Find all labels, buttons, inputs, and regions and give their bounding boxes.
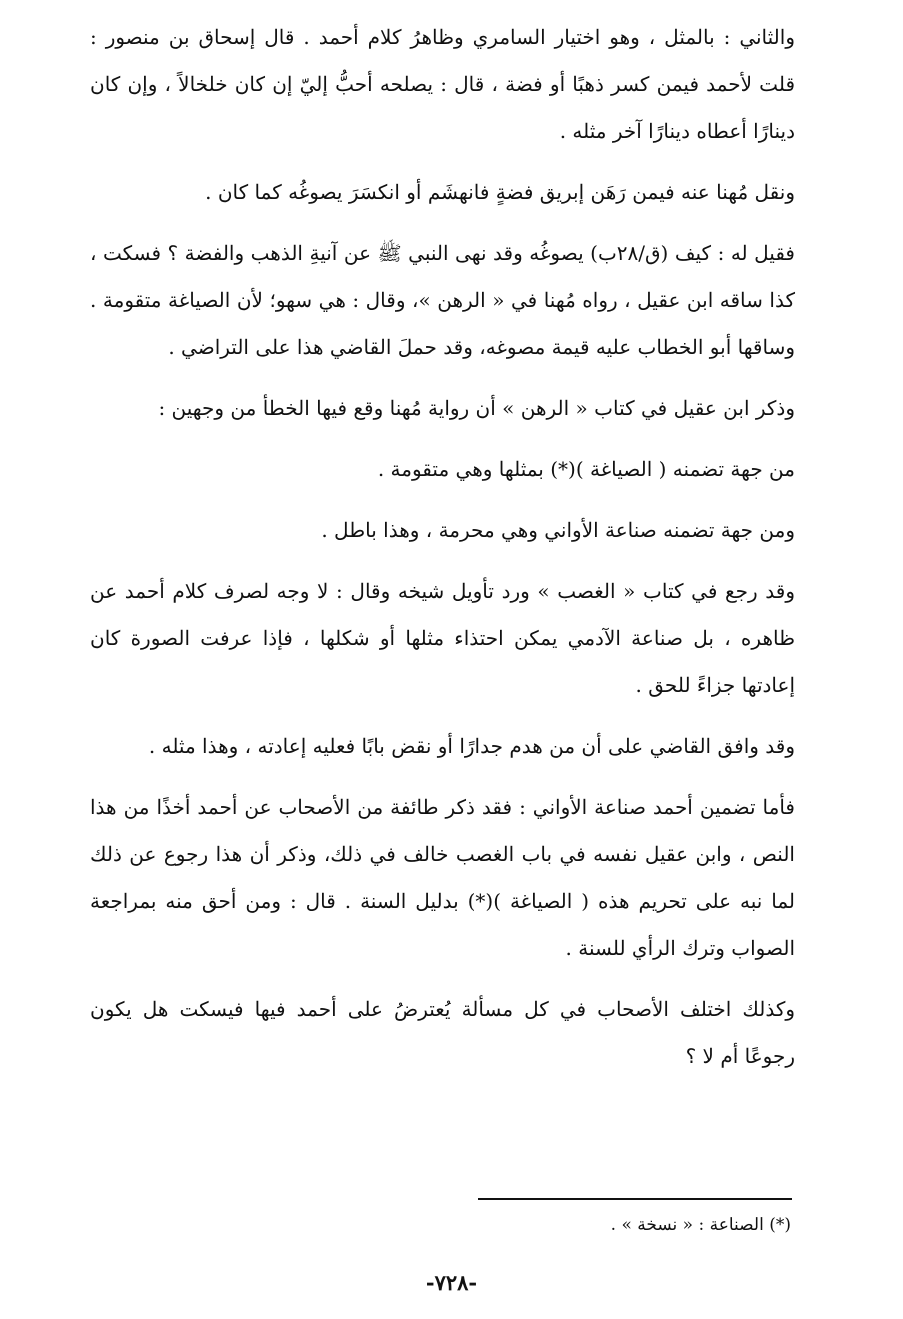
paragraph-6: ومن جهة تضمنه صناعة الأواني وهي محرمة ، وهذا باطل . [321,518,795,542]
page-number: -٧٢٨- [425,1270,478,1295]
paragraph-3: فقيل له : كيف (ق/٢٨ب) يصوغُه وقد نهى النبي ﷺ عن آنيةِ الذهب والفضة ؟ فسكت ، كذا ساقه ابن عقيل ، رواه مُهنا في « الرهن »، وقال : هي سهو؛ لأن الصياغة متقومة . وساقها أبو الخطاب عليه قيمة مصوغه، وقد حملَ القاضي هذا على التراضي . [90,241,795,359]
paragraph-9: فأما تضمين أحمد صناعة الأواني : فقد ذكر طائفة من الأصحاب عن أحمد أخذًا من هذا النص ، وابن عقيل نفسه في باب الغصب خالف في ذلك، وذكر أن هذا رجوع عن ذلك لما نبه على تحريم هذه ( الصياغة )(*) بدليل السنة . قال : ومن أحق منه بمراجعة الصواب وترك الرأي للسنة . [90,795,795,960]
page-body [90,14,795,1094]
paragraph-1: والثاني : بالمثل ، وهو اختيار السامري وظاهرُ كلام أحمد . قال إسحاق بن منصور : قلت لأحمد فيمن كسر ذهبًا أو فضة ، قال : يصلحه أحبُّ إليّ إن كان خلخالاً ، وإن كان دينارًا أعطاه دينارًا آخر مثله . [90,25,796,143]
footnote-divider [478,1198,792,1200]
paragraph-2: ونقل مُهنا عنه فيمن رَهَن إبريق فضةٍ فانهشَم أو انكسَرَ يصوغُه كما كان . [205,180,795,204]
paragraph-7: وقد رجع في كتاب « الغصب » ورد تأويل شيخه وقال : لا وجه لصرف كلام أحمد عن ظاهره ، بل صناعة الآدمي يمكن احتذاء مثلها أو شكلها ، فإذا عرفت الصورة كان إعادتها جزاءً للحق . [90,579,796,697]
footnote: (*) الصناعة : « نسخة » . [610,1215,791,1235]
paragraph-8: وقد وافق القاضي على أن من هدم جدارًا أو نقض بابًا فعليه إعادته ، وهذا مثله . [148,734,795,758]
paragraph-10: وكذلك اختلف الأصحاب في كل مسألة يُعترضُ على أحمد فيها فيسكت هل يكون رجوعًا أم لا ؟ [90,997,795,1068]
paragraph-5: من جهة تضمنه ( الصياغة )(*) بمثلها وهي متقومة . [377,457,795,481]
paragraph-4: وذكر ابن عقيل في كتاب « الرهن » أن رواية مُهنا وقع فيها الخطأ من وجهين : [158,396,795,420]
